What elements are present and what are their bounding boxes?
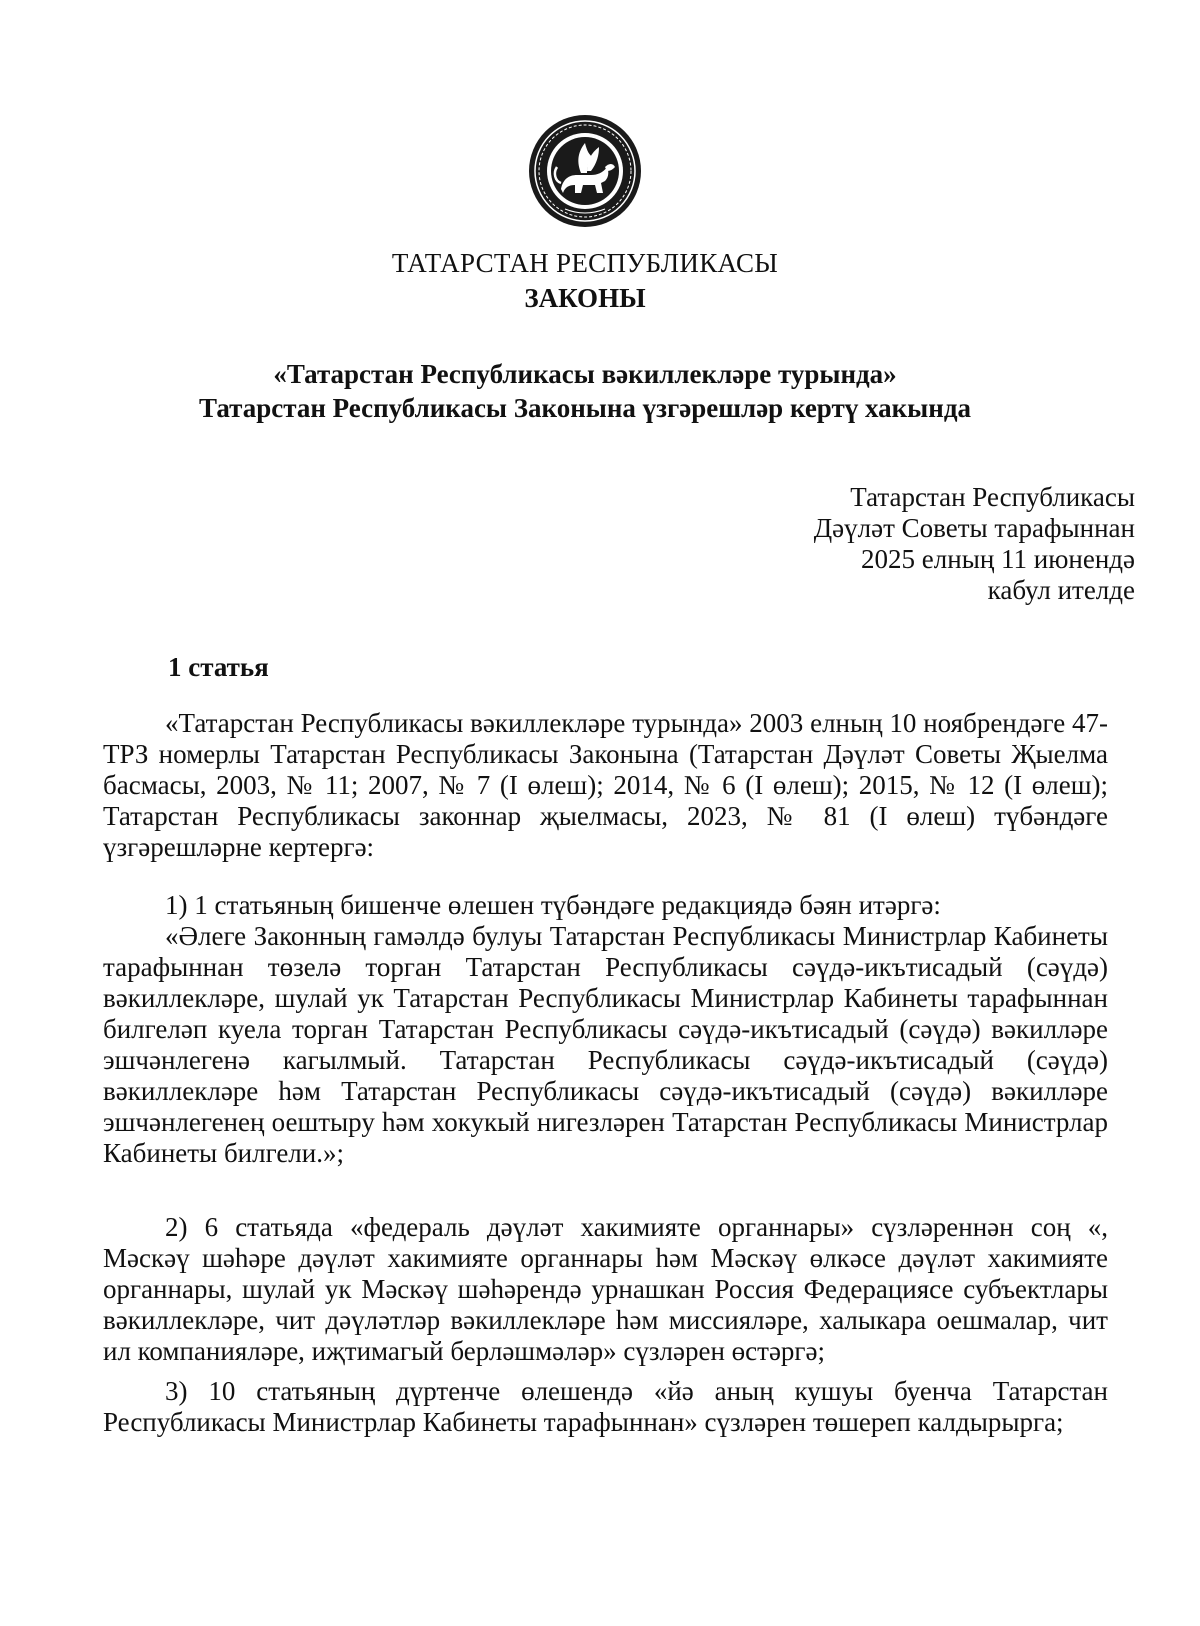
tatarstan-coat-of-arms-icon — [527, 113, 643, 229]
article-item-2 — [103, 1212, 1108, 1367]
adoption-line-1: Татарстан Республикасы — [850, 482, 1135, 512]
article-intro — [103, 708, 1108, 863]
law-subject-line-2: Татарстан Республикасы Законына үзгәрешләр кертү хакында — [199, 393, 971, 423]
article-item-1-quote: «Әлеге Законның гамәлдә булуы Татарстан Республикасы Министрлар Кабинеты тарафыннан төзелә торган Татарстан Республикасы сәүдә-икътисадый (сәүдә) вәкиллекләре, шулай ук Татарстан Республикасы Министрлар Кабинеты тарафыннан билгеләп куела торган Татарстан Республикасы сәүдә-икътисадый (сәүдә) вәкилләре эшчәнлегенә кагылмый. Татарстан Республикасы сәүдә-икътисадый (сәүдә) вәкиллекләре һәм Татарстан Республикасы сәүдә-икътисадый (сәүдә) вәкилләре эшчәнлегенең оештыру һәм хокукый нигезләрен Татарстан Республикасы Министрлар Кабинеты билгели.»; — [103, 921, 1108, 1168]
adoption-line-2: Дәүләт Советы тарафыннан — [813, 513, 1135, 543]
article-item-2-text: 2) 6 статьяда «федераль дәүләт хакимияте органнары» сүзләреннән соң «, Мәскәү шәһәре дәүләт хакимияте органнары һәм Мәскәү өлкәсе дәүләт хакимияте органнары, шулай ук Мәскәү шәһәрендә урнашкан Россия Федерациясе субъектлары вәкиллекләре, чит дәүләтләр вәкиллекләре һәм миссияләре, халыкара оешмалар, чит ил компанияләре, иҗтимагый берләшмәләр» сүзләрен өстәргә; — [103, 1212, 1108, 1366]
adoption-line-4: кабул ителде — [987, 575, 1135, 605]
adoption-line-3: 2025 елның 11 июнендә — [861, 544, 1135, 574]
republic-title: ТАТАРСТАН РЕСПУБЛИКАСЫ — [391, 248, 779, 278]
article-item-1-lead: 1) 1 статьяның бишенче өлешен түбәндәге редакциядә бәян итәргә: — [165, 890, 941, 920]
article-item-3 — [103, 1376, 1108, 1438]
article-heading: 1 статья — [168, 652, 269, 682]
article-intro-text: «Татарстан Республикасы вәкиллекләре турында» 2003 елның 10 ноябрендәге 47-ТРЗ номерлы Татарстан Республикасы Законына (Татарстан Дәүләт Советы Җыелма басмасы, 2003, № 11; 2007, № 7 (I өлеш); 2014, № 6 (I өлеш); 2015, № 12 (I өлеш); Татарстан Республикасы законнар җыелмасы, 2023, № 81 (I өлеш) түбәндәге үзгәрешләрне кертергә: — [103, 708, 1108, 862]
article-item-1 — [103, 890, 1108, 1169]
law-subject-line-1: «Татарстан Республикасы вәкиллекләре турында» — [273, 359, 897, 389]
law-subject — [0, 357, 1170, 425]
adoption-block — [715, 482, 1135, 606]
law-title: ЗАКОНЫ — [524, 283, 646, 313]
article-item-3-text: 3) 10 статьяның дүртенче өлешендә «йә аның кушуы буенча Татарстан Республикасы Министрлар Кабинеты тарафыннан» сүзләрен төшереп калдырырга; — [103, 1376, 1108, 1437]
